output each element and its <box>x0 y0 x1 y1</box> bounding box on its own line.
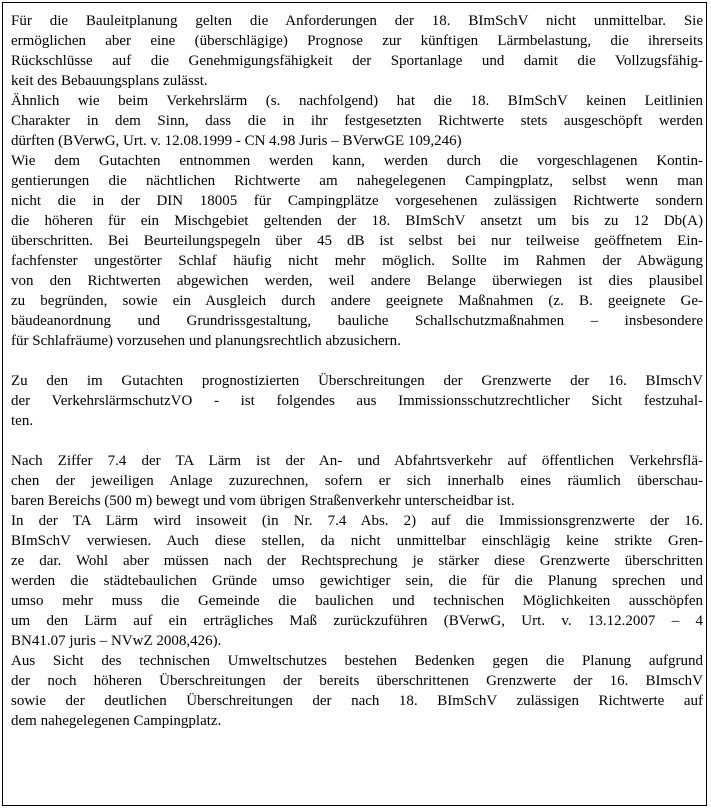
text-line: für Schlafräume) vorzusehen und planungsrechtlich abzusichern. <box>11 333 401 349</box>
text-line: der noch höheren Überschreitungen der bereits überschrittenen Grenzwerte der 16. BImschV <box>11 673 703 689</box>
text-line: Wie dem Gutachten entnommen werden kann, werden durch die vorgeschlagenen Kontin- <box>11 153 703 169</box>
text-line: fachfenster ungestörter Schlaf häufig nicht mehr möglich. Sollte im Rahmen der Abwägung <box>11 253 703 269</box>
text-line: ten. <box>11 413 34 429</box>
text-line: chen der jeweiligen Anlage zuzurechnen, sofern er sich innerhalb eines räumlich überschau- <box>11 473 703 489</box>
text-line: dürften (BVerwG, Urt. v. 12.08.1999 - CN 4.98 Juris – BVerwGE 109,246) <box>11 133 462 149</box>
text-line: dem nahegelegenen Campingplatz. <box>11 713 222 729</box>
text-line: Zu den im Gutachten prognostizierten Überschreitungen der Grenzwerte der 16. BImschV <box>11 373 703 389</box>
text-line: Für die Bauleitplanung gelten die Anforderungen der 18. BImSchV nicht unmittelbar. Sie <box>11 13 703 29</box>
text-line: Nach Ziffer 7.4 der TA Lärm ist der An- und Abfahrtsverkehr auf öffentlichen Verkehrsflä- <box>11 453 703 469</box>
text-line: baren Bereichs (500 m) bewegt und vom übrigen Straßenverkehr unterscheidbar ist. <box>11 493 515 509</box>
paragraph <box>11 651 703 731</box>
text-line: sowie der deutlichen Überschreitungen der nach 18. BImSchV zulässigen Richtwerte auf <box>11 693 703 709</box>
text-line: Ähnlich wie beim Verkehrslärm (s. nachfolgend) hat die 18. BImSchV keinen Leitlinien <box>11 93 703 109</box>
paragraph <box>11 91 703 151</box>
text-line: um den Lärm auf ein erträgliches Maß zurückzuführen (BVerwG, Urt. v. 13.12.2007 – 4 <box>11 613 703 629</box>
text-line: nicht die in der DIN 18005 für Campingplätze vorgesehenen zulässigen Richtwerte sondern <box>11 193 703 209</box>
text-line: von den Richtwerten abgewichen werden, weil andere Belange überwiegen ist dies plausibel <box>11 273 703 289</box>
text-line: überschritten. Bei Beurteilungspegeln über 45 dB ist selbst bei nur teilweise geöffnetem Ein- <box>11 233 703 249</box>
document-body <box>11 11 703 731</box>
text-line: zu begründen, sowie ein Ausgleich durch andere geeignete Maßnahmen (z. B. geeignete Ge- <box>11 293 703 309</box>
paragraph <box>11 11 703 91</box>
paragraph <box>11 511 703 651</box>
text-line: gentierungen die nächtlichen Richtwerte am nahegelegenen Campingplatz, selbst wenn man <box>11 173 703 189</box>
text-line: Charakter in dem Sinn, dass die in ihr festgesetzten Richtwerte stets ausgeschöpft werden <box>11 113 703 129</box>
text-line: In der TA Lärm wird insoweit (in Nr. 7.4 Abs. 2) auf die Immissionsgrenzwerte der 16. <box>11 513 703 529</box>
text-line: keit des Bebauungsplans zulässt. <box>11 73 208 89</box>
text-line: Aus Sicht des technischen Umweltschutzes bestehen Bedenken gegen die Planung aufgrund <box>11 653 703 669</box>
text-line: bäudeanordnung und Grundrissgestaltung, bauliche Schallschutzmaßnahmen – insbesondere <box>11 313 703 329</box>
text-line: ze dar. Wohl aber müssen nach der Rechtsprechung je stärker diese Grenzwerte überschritten <box>11 553 703 569</box>
paragraph-spacer <box>11 431 703 451</box>
text-line: die höheren für ein Mischgebiet geltenden der 18. BImSchV ansetzt um bis zu 12 Db(A) <box>11 213 703 229</box>
text-line: ermöglichen aber eine (überschlägige) Prognose zur künftigen Lärmbelastung, die ihrerseits <box>11 33 703 49</box>
text-line: BN41.07 juris – NVwZ 2008,426). <box>11 633 222 649</box>
paragraph <box>11 151 703 351</box>
paragraph <box>11 371 703 431</box>
text-line: werden die städtebaulichen Gründe umso gewichtiger sein, die für die Planung sprechen und <box>11 573 703 589</box>
text-line: umso mehr muss die Gemeinde die baulichen und technischen Möglichkeiten ausschöpfen <box>11 593 703 609</box>
text-line: der VerkehrslärmschutzVO - ist folgendes aus Immissionsschutzrechtlicher Sicht festzuhal- <box>11 393 703 409</box>
paragraph-spacer <box>11 351 703 371</box>
paragraph <box>11 451 703 511</box>
text-line: Rückschlüsse auf die Genehmigungsfähigkeit der Sportanlage und damit die Vollzugsfähig- <box>11 53 703 69</box>
document-frame <box>2 2 707 806</box>
text-line: BImSchV verwiesen. Auch diese stellen, da nicht unmittelbar einschlägig keine strikte Gren- <box>11 533 703 549</box>
